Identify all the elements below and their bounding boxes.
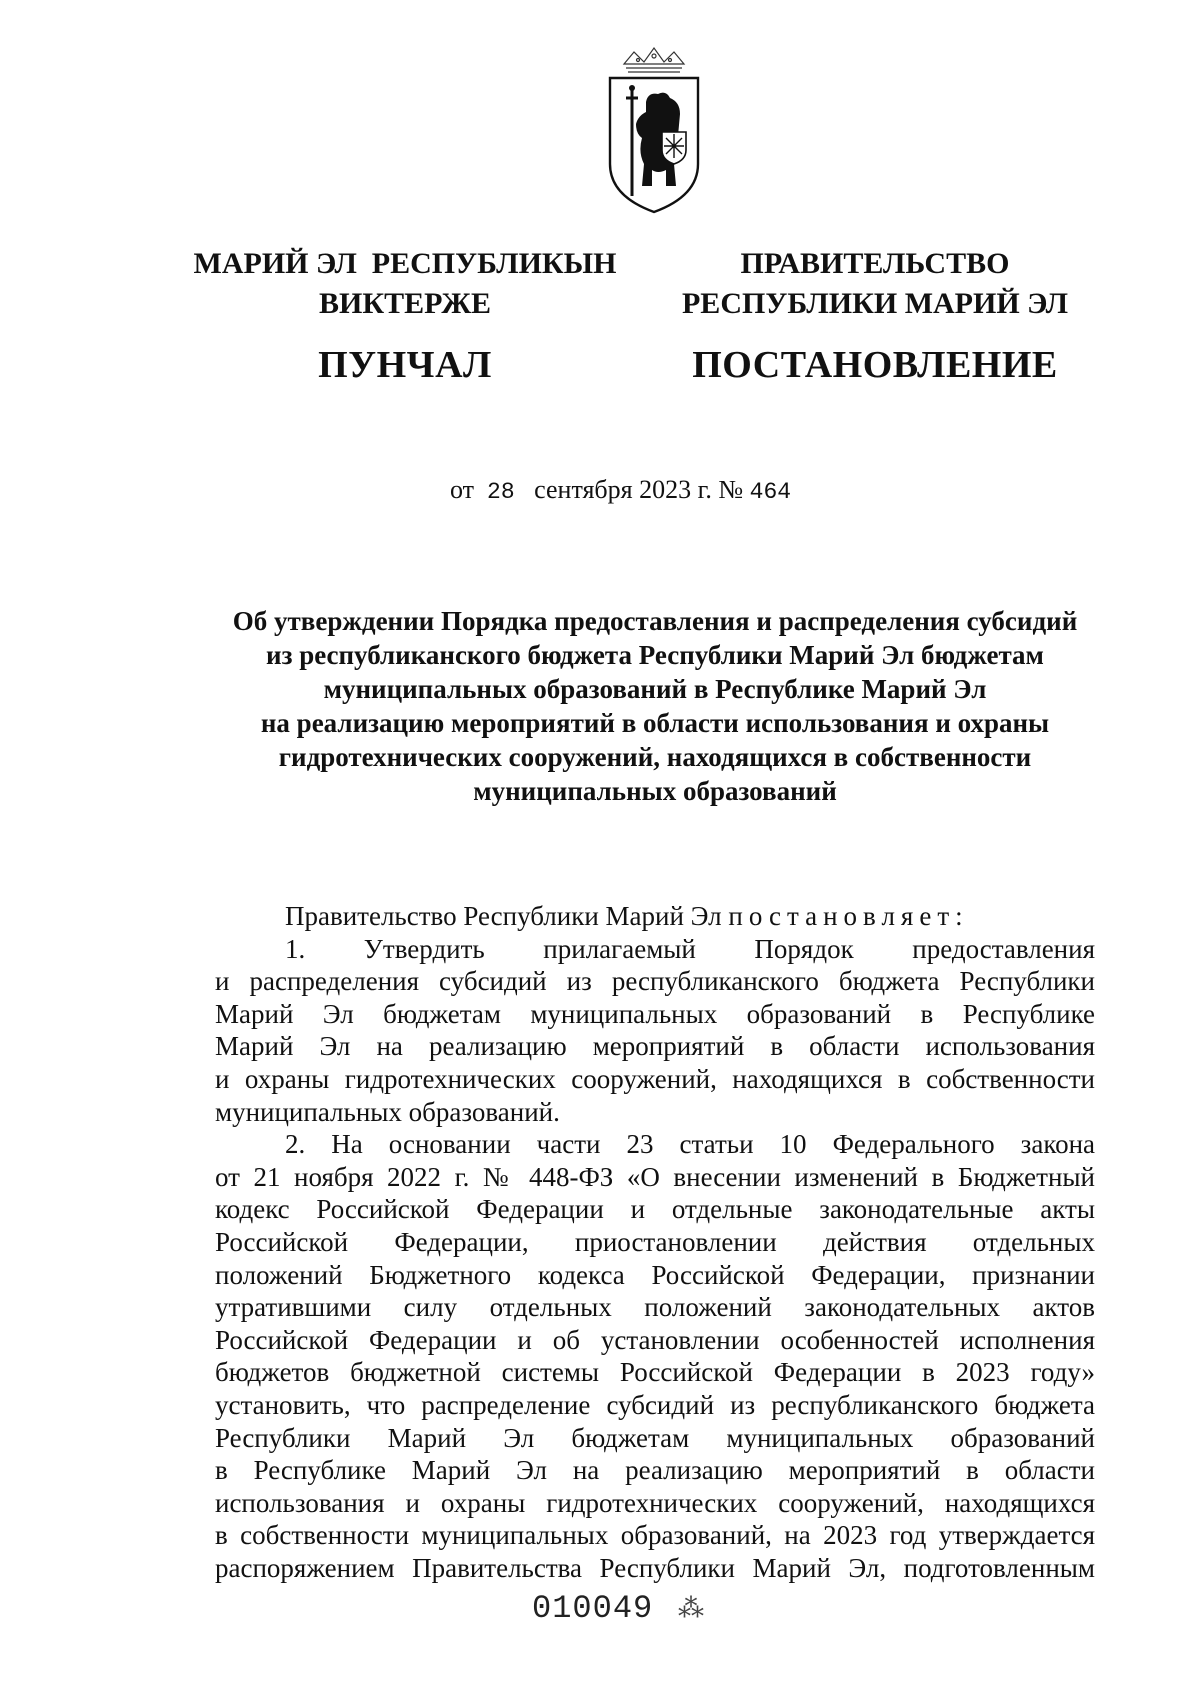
item2-line: в собственности муниципальных образований, на 2023 год утверждается <box>215 1520 1095 1551</box>
header-russian-doc-type: ПОСТАНОВЛЕНИЕ <box>692 344 1058 386</box>
date-day: 28 <box>487 479 515 505</box>
item2-line: от 21 ноября 2022 г. № 448-ФЗ «О внесении изменений в Бюджетный <box>215 1161 1095 1192</box>
header-russian-block <box>660 244 1090 390</box>
item1-line: 1. Утвердить прилагаемый Порядок предоставления <box>285 933 1095 964</box>
title-line: Об утверждении Порядка предоставления и распределения субсидий <box>232 606 1078 636</box>
item1-line: и распределения субсидий из республиканского бюджета Республики <box>215 966 1095 997</box>
header-russian-line2: РЕСПУБЛИКИ МАРИЙ ЭЛ <box>681 287 1068 320</box>
item2-line: Республики Марий Эл бюджетам муниципальных образований <box>215 1422 1095 1453</box>
item2-line: распоряжением Правительства Республики Марий Эл, подготовленным <box>215 1552 1095 1583</box>
title-line: муниципальных образований <box>473 776 837 806</box>
header-mari-doc-type: ПУНЧАЛ <box>318 344 492 386</box>
item2-line: использования и охраны гидротехнических сооружений, находящихся <box>215 1487 1095 1518</box>
header-russian-line1: ПРАВИТЕЛЬСТВО <box>740 247 1010 280</box>
item2-line: установить, что распределение субсидий из республиканского бюджета <box>215 1389 1095 1420</box>
document-date-line <box>450 474 791 508</box>
document-title <box>190 604 1120 808</box>
title-line: муниципальных образований в Республике Марий Эл <box>323 674 987 704</box>
date-prefix: от <box>450 475 475 504</box>
document-number: 464 <box>749 479 792 505</box>
item2-line: кодекс Российской Федерации и отдельные законодательные акты <box>215 1194 1095 1225</box>
title-line: на реализацию мероприятий в области использования и охраны <box>260 708 1050 738</box>
form-serial-number: 010049 <box>532 1590 654 1627</box>
item1-line: Марий Эл бюджетам муниципальных образований в Республике <box>215 998 1095 1029</box>
item1-line: Марий Эл на реализацию мероприятий в области использования <box>215 1031 1095 1062</box>
item2-line: положений Бюджетного кодекса Российской Федерации, признании <box>215 1259 1095 1290</box>
title-line: гидротехнических сооружений, находящихся в собственности <box>278 742 1032 772</box>
preamble-verb: постановляет: <box>728 901 969 931</box>
item2-line: бюджетов бюджетной системы Российской Федерации в 2023 году» <box>215 1357 1095 1388</box>
item2-line: Российской Федерации и об установлении особенностей исполнения <box>215 1324 1095 1355</box>
item1-line: муниципальных образований. <box>215 1096 560 1127</box>
preamble-text: Правительство Республики Марий Эл <box>285 901 722 931</box>
bear-coat-of-arms-icon <box>596 46 712 216</box>
date-month-year: сентября 2023 г. № <box>534 475 744 504</box>
header-mari-block <box>180 244 630 390</box>
header-mari-line2: ВИКТЕРЖЕ <box>318 287 492 320</box>
title-line: из республиканского бюджета Республики Марий Эл бюджетам <box>266 640 1044 670</box>
asterism-mark-icon: ⁂ <box>678 1594 704 1623</box>
document-body <box>215 900 1095 1584</box>
item2-line: утратившими силу отдельных положений законодательных актов <box>215 1292 1095 1323</box>
item2-line: 2. На основании части 23 статьи 10 Федерального закона <box>285 1129 1095 1160</box>
item1-line: и охраны гидротехнических сооружений, находящихся в собственности <box>215 1063 1095 1094</box>
header-mari-line1: МАРИЙ ЭЛ РЕСПУБЛИКЫН <box>193 247 617 280</box>
preamble <box>215 900 1095 933</box>
item2-line: Российской Федерации, приостановлении действия отдельных <box>215 1226 1095 1257</box>
item2-line: в Республике Марий Эл на реализацию мероприятий в области <box>215 1455 1095 1486</box>
